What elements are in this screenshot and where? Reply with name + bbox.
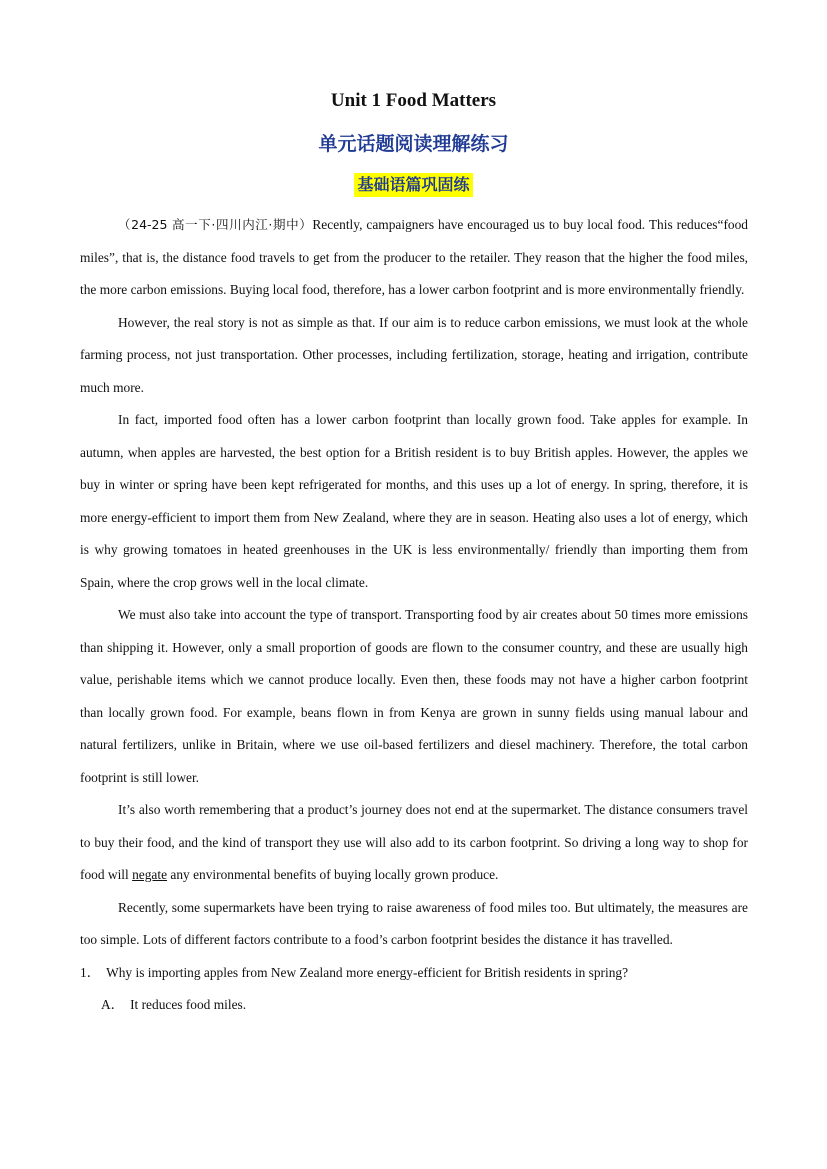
passage-paragraph-3: In fact, imported food often has a lower carbon footprint than locally grown food. Take apples for example. In autumn, when apples are harvested, the best option for a British resident is to buy British apples. However, the apples we buy in winter or spring have been kept refrigerated for months, and this uses up a lot of energy. In spring, therefore, it is more energy-efficient to import them from New Zealand, where they are in season. Heating also uses a lot of energy, which is why growing tomatoes in heated greenhouses in the UK is less environmentally/ friendly than importing them from Spain, where the crop grows well in the local climate.: [80, 412, 748, 590]
passage-paragraph-1: [80, 209, 748, 307]
question-1-option-a: [80, 989, 748, 1022]
page-title: Unit 1 Food Matters: [330, 90, 497, 111]
section-label-highlighted: 基础语篇巩固练: [354, 173, 472, 197]
question-1: [80, 957, 748, 990]
paragraph-5-text-before: It’s also worth remembering that a product’s journey does not end at the supermarket. The distance consumers travel to buy their food, and the kind of transport they use will also add to its carbon footprint. So driving a long way to shop for food will: [80, 802, 748, 882]
section-heading: [0, 173, 827, 197]
page-subtitle: 单元话题阅读理解练习: [318, 133, 509, 155]
reading-passage: [80, 209, 748, 1022]
question-1-number: 1．: [80, 964, 101, 980]
passage-paragraph-2: However, the real story is not as simple as that. If our aim is to reduce carbon emissions, we must look at the whole farming process, not just transportation. Other processes, including fertilization, storage, heating and irrigation, contribute much more.: [80, 314, 748, 395]
question-1-text: Why is importing apples from New Zealand more energy-efficient for British residents in spring?: [106, 964, 629, 980]
passage-paragraph-4: We must also take into account the type of transport. Transporting food by air creates about 50 times more emissions than shipping it. However, only a small proportion of goods are flown to the consumer country, and these are usually high value, perishable items which we cannot produce locally. Even then, these foods may not have a higher carbon footprint than locally grown food. For example, beans flown in from Kenya are grown in sunny fields using manual labour and natural fertilizers, unlike in Britain, where we use oil-based fertilizers and diesel machinery. Therefore, the total carbon footprint is still lower.: [80, 607, 748, 785]
paragraph-1-text: Recently, campaigners have encouraged us to buy local food. This reduces“food miles”, that is, the distance food travels to get from the producer to the retailer. They reason that the higher the food miles, the more carbon emissions. Buying local food, therefore, has a lower carbon footprint and is more environmentally friendly.: [80, 217, 749, 297]
underlined-word-negate: negate: [132, 867, 168, 882]
paragraph-5-text-after: any environmental benefits of buying locally grown produce.: [170, 867, 499, 882]
passage-paragraph-5: [80, 794, 748, 892]
option-a-text: It reduces food miles.: [130, 997, 247, 1012]
source-tag: （24-25 高一下·四川内江·期中）: [118, 217, 313, 232]
option-a-label: A．: [101, 997, 125, 1012]
passage-paragraph-6: Recently, some supermarkets have been trying to raise awareness of food miles too. But ultimately, the measures are too simple. Lots of different factors contribute to a food’s carbon footprint besides the distance it has travelled.: [80, 899, 748, 947]
